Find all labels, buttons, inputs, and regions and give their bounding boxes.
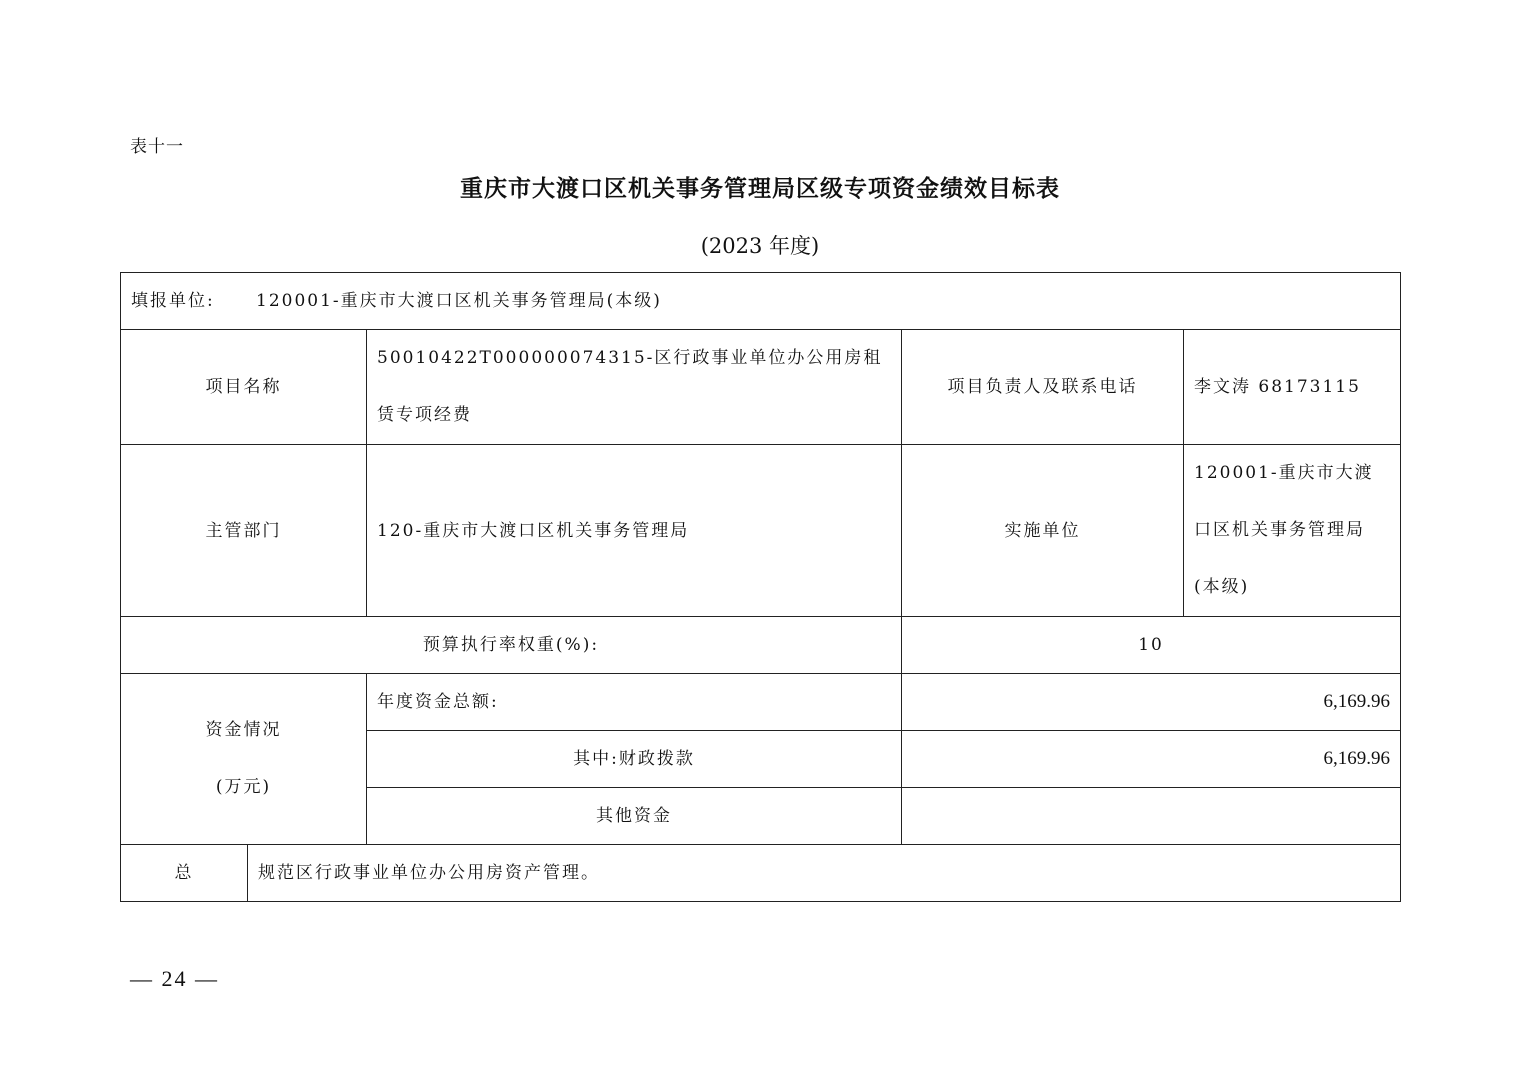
- department-label: 主管部门: [121, 445, 367, 617]
- table-row: [121, 445, 1401, 617]
- contact-label: 项目负责人及联系电话: [902, 330, 1184, 445]
- unit-cell: [121, 273, 1401, 330]
- contact-value: 李文涛 68173115: [1184, 330, 1401, 445]
- annual-total-value: 6,169.96: [902, 674, 1401, 731]
- project-name-value: 50010422T000000074315-区行政事业单位办公用房租赁专项经费: [367, 330, 902, 445]
- document-title: 重庆市大渡口区机关事务管理局区级专项资金绩效目标表: [460, 175, 1060, 202]
- annual-total-label: 年度资金总额:: [367, 674, 902, 731]
- other-value: [902, 788, 1401, 845]
- table-row: [121, 273, 1401, 330]
- other-label: 其他资金: [367, 788, 902, 845]
- funds-label-line2: (万元): [215, 777, 272, 797]
- budget-weight-value: 10: [902, 617, 1401, 674]
- overall-value: 规范区行政事业单位办公用房资产管理。: [248, 845, 1401, 902]
- project-name-label: 项目名称: [121, 330, 367, 445]
- fiscal-value: 6,169.96: [902, 731, 1401, 788]
- unit-label: 填报单位:: [131, 291, 215, 311]
- unit-value: 120001-重庆市大渡口区机关事务管理局(本级): [256, 291, 662, 311]
- department-value: 120-重庆市大渡口区机关事务管理局: [367, 445, 902, 617]
- table-label: 表十一: [130, 137, 184, 157]
- performance-target-table: [120, 272, 1401, 902]
- table-row: [121, 674, 1401, 731]
- implementer-label: 实施单位: [902, 445, 1184, 617]
- table-row: [121, 617, 1401, 674]
- page-number: — 24 —: [130, 966, 219, 991]
- budget-weight-label: 预算执行率权重(%):: [121, 617, 902, 674]
- implementer-value: 120001-重庆市大渡口区机关事务管理局(本级): [1184, 445, 1401, 617]
- funds-label-line1: 资金情况: [205, 720, 282, 740]
- document-subtitle: (2023 年度): [700, 234, 820, 258]
- table-row: [121, 845, 1401, 902]
- fiscal-label: 其中:财政拨款: [367, 731, 902, 788]
- funds-label: [121, 674, 367, 845]
- overall-label: 总: [121, 845, 248, 902]
- table-row: [121, 330, 1401, 445]
